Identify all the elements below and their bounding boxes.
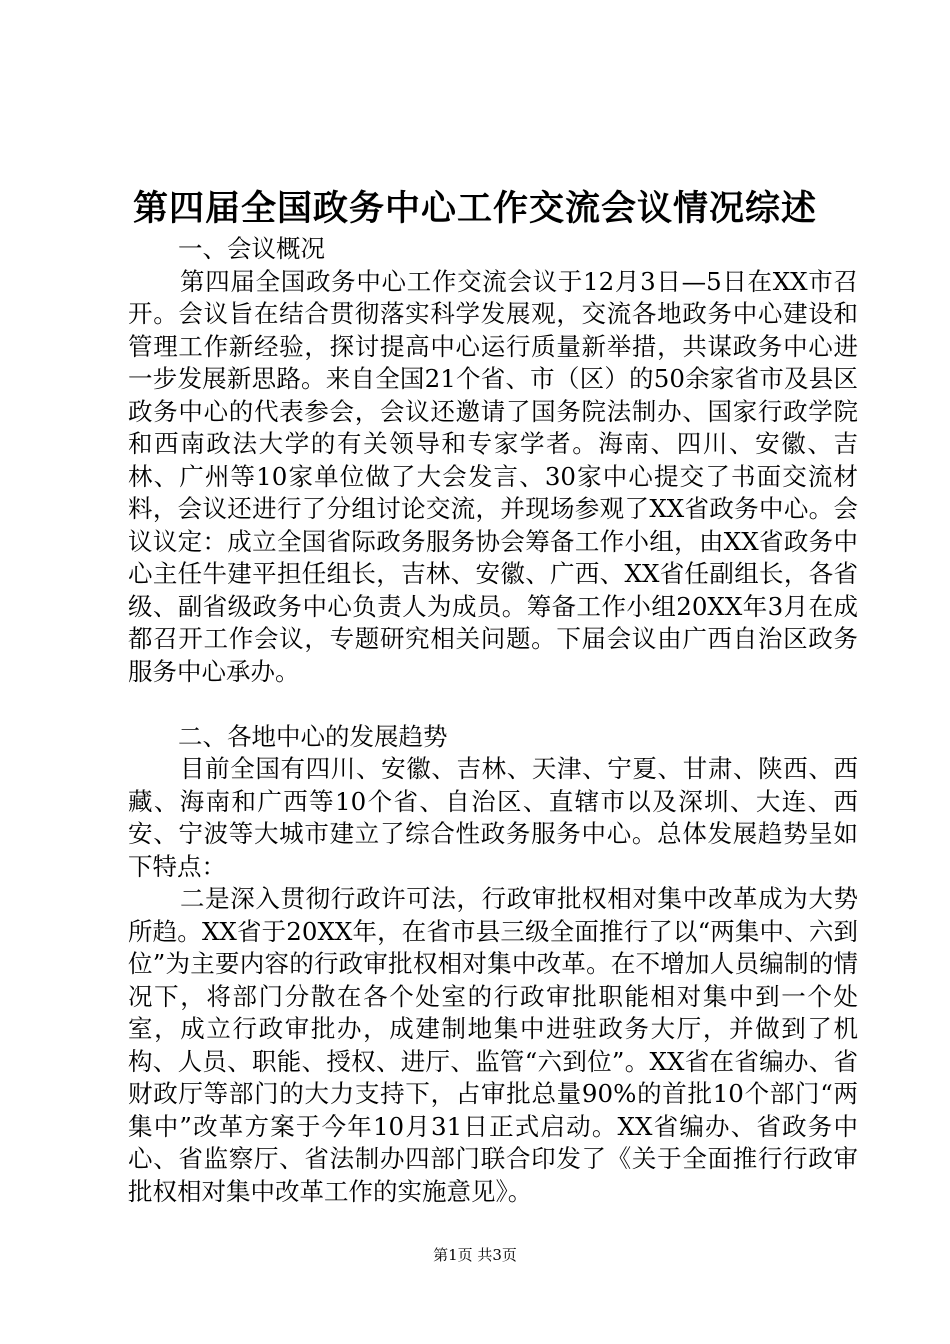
paragraph-trends-point-two: 二是深入贯彻行政许可法，行政审批权相对集中改革成为大势所趋。XX省于20XX年，在省市县三级全面推行了以“两集中、六到位”为主要内容的行政审批权相对集中改革。在不增加人员编制的情况下，将部门分散在各个处室的行政审批职能相对集中到一个处室，成立行政审批办，成建制地集中进驻政务大厅，并做到了机构、人员、职能、授权、进厅、监管“六到位”。XX省在省编办、省财政厅等部门的大力支持下，占审批总量90%的首批10个部门“两集中”改革方案于今年10月31日正式启动。XX省编办、省政务中心、省监察厅、省法制办四部门联合印发了《关于全面推行行政审批权相对集中改革工作的实施意见》。 [128, 884, 858, 1206]
section-heading-trends: 二、各地中心的发展趋势 [178, 721, 448, 751]
paragraph-trends-intro: 目前全国有四川、安徽、吉林、天津、宁夏、甘肃、陕西、西藏、海南和广西等10个省、自治区、直辖市以及深圳、大连、西安、宁波等大城市建立了综合性政务服务中心。总体发展趋势呈如下特点： [128, 754, 858, 881]
paragraph-spacer [128, 688, 858, 721]
document-title: 第四届全国政务中心工作交流会议情况综述 [132, 188, 817, 229]
page-indicator: 第1页 共3页 [433, 1246, 517, 1264]
document-body [128, 233, 858, 1208]
section-heading-overview: 一、会议概况 [178, 234, 325, 263]
paragraph-overview: 第四届全国政务中心工作交流会议于12月3日—5日在XX市召开。会议旨在结合贯彻落实科学发展观，交流各地政务中心建设和管理工作新经验，探讨提高中心运行质量新举措，共谋政务中心进一步发展新思路。来自全国21个省、市（区）的50余家省市及县区政务中心的代表参会，会议还邀请了国务院法制办、国家行政学院和西南政法大学的有关领导和专家学者。海南、四川、安徽、吉林、广州等10家单位做了大会发言、30家中心提交了书面交流材料，会议还进行了分组讨论交流，并现场参观了XX省政务中心。会议议定：成立全国省际政务服务协会筹备工作小组，由XX省政务中心主任牛建平担任组长，吉林、安徽、广西、XX省任副组长，各省级、副省级政务中心负责人为成员。筹备工作小组20XX年3月在成都召开工作会议，专题研究相关问题。下届会议由广西自治区政务服务中心承办。 [128, 266, 858, 686]
